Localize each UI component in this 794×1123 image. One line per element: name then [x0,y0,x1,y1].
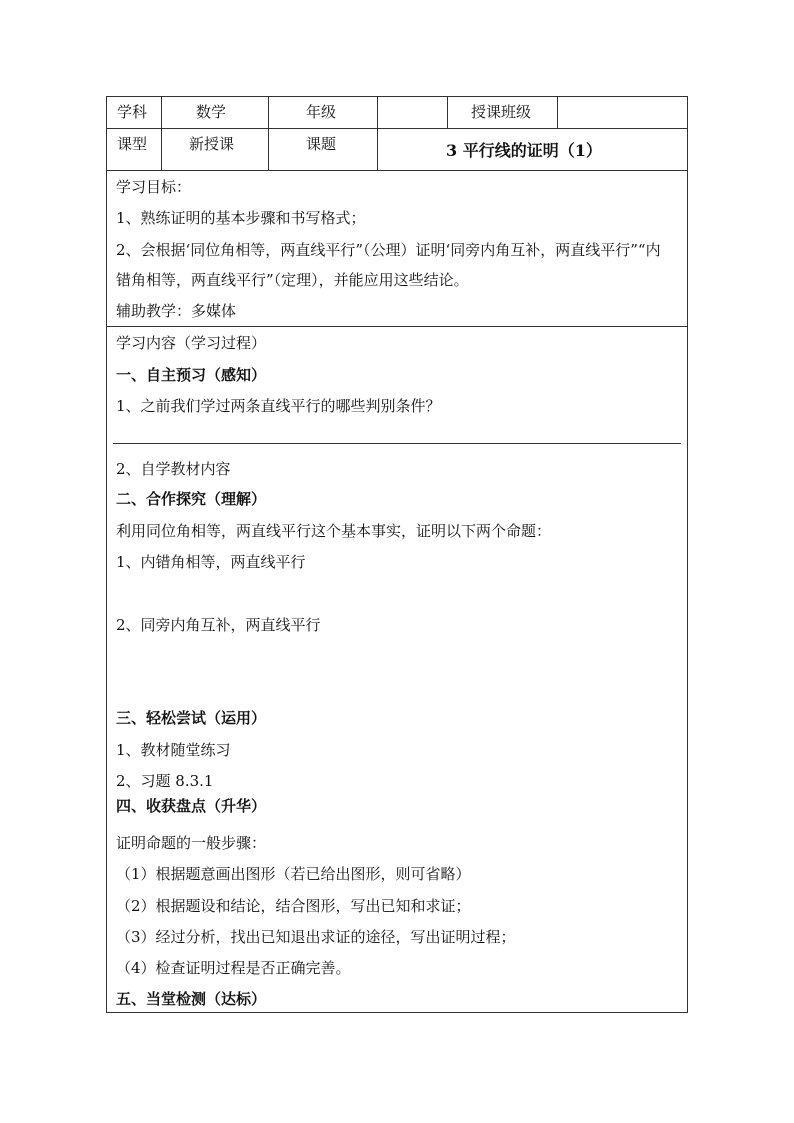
section-title: 四、收获盘点（升华） [116,797,267,815]
col-divider [377,128,378,170]
question-item: 2、同旁内角互补，两直线平行 [116,616,321,634]
col-divider [268,128,269,170]
proof-step: （1）根据题意画出图形（若已给出图形，则可省略） [116,865,471,883]
lesson-type-value: 新授课 [189,135,235,153]
proof-step: （4）检查证明过程是否正确完善。 [116,959,351,977]
row-divider [106,170,688,171]
section-title: 五、当堂检测（达标） [116,990,267,1008]
proof-step: （3）经过分析，找出已知退出求证的途径，写出证明过程； [116,928,516,946]
section-title: 三、轻松尝试（运用） [116,709,267,727]
col-divider [161,96,162,128]
objective-item-continued: 错角相等，两直线平行”（定理），并能应用这些结论。 [116,271,469,289]
question-item: 1、之前我们学过两条直线平行的哪些判别条件？ [116,397,441,415]
lesson-topic: 3 平行线的证明（1） [446,141,602,160]
question-item: 2、习题 8.3.1 [116,772,214,790]
col-divider [161,128,162,170]
section-intro: 利用同位角相等，两直线平行这个基本事实，证明以下两个命题： [116,522,552,540]
topic-label: 课题 [306,135,337,153]
class-label: 授课班级 [471,103,532,121]
section-title: 二、合作探究（理解） [116,490,267,508]
row-divider [106,128,688,129]
question-item: 1、教材随堂练习 [116,741,231,759]
question-item: 1、内错角相等，两直线平行 [116,553,306,571]
section-intro: 证明命题的一般步骤： [116,834,267,852]
objectives-heading: 学习目标： [116,178,192,196]
question-item: 2、自学教材内容 [116,460,231,478]
content-heading: 学习内容（学习过程） [116,334,267,352]
subject-label: 学科 [117,103,148,121]
teaching-aid: 辅助教学：多媒体 [116,302,237,320]
section-title: 一、自主预习（感知） [116,366,267,384]
col-divider [447,96,448,128]
col-divider [557,96,558,128]
grade-label: 年级 [306,103,337,121]
answer-line [113,443,681,444]
row-divider [106,326,688,327]
objective-item: 1、熟练证明的基本步骤和书写格式； [116,209,366,227]
col-divider [268,96,269,128]
proof-step: （2）根据题设和结论，结合图形，写出已知和求证； [116,897,471,915]
subject-value: 数学 [196,103,227,121]
col-divider [377,96,378,128]
lesson-type-label: 课型 [117,135,148,153]
objective-item: 2、会根据‘同位角相等，两直线平行”（公理）证明‘同旁内角互补，两直线平行”“内 [116,241,661,259]
